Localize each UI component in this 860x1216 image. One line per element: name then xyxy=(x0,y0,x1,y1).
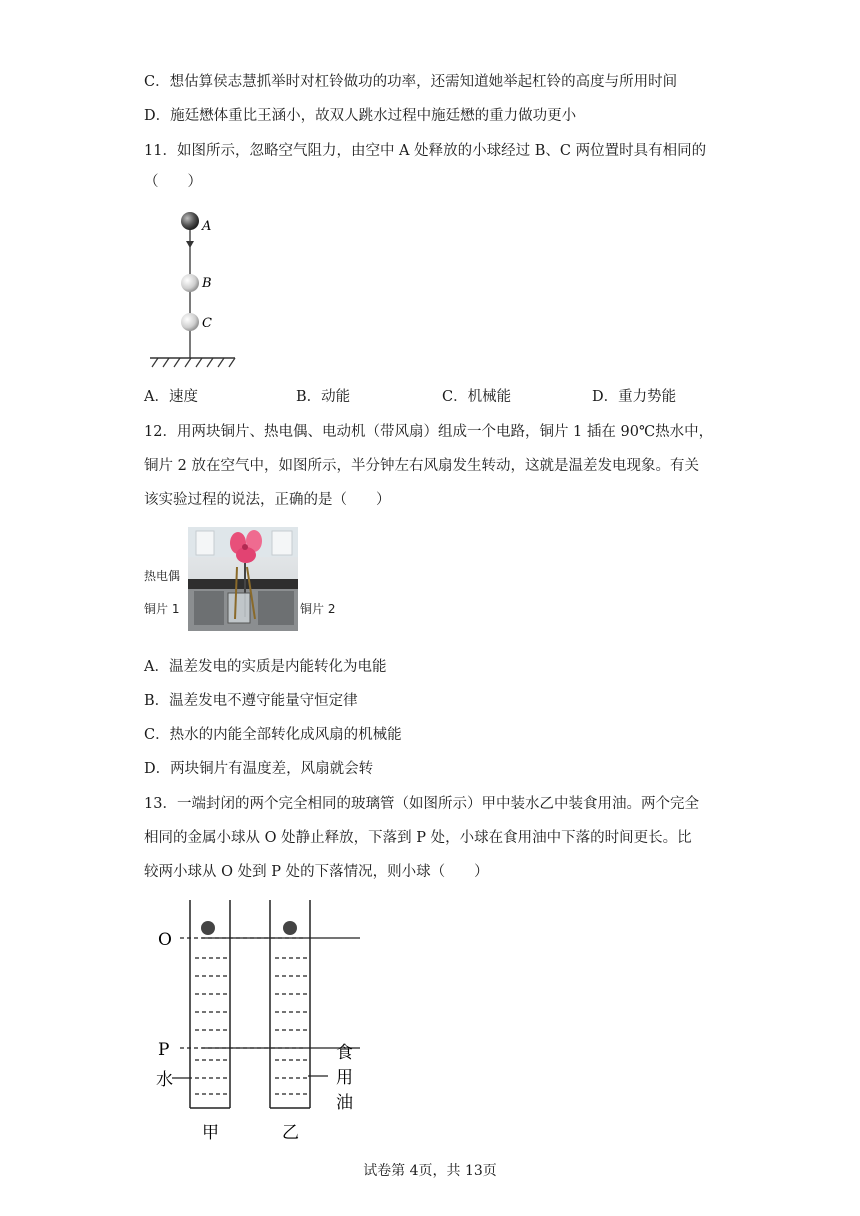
q13-stem-line1: 13．一端封闭的两个完全相同的玻璃管（如图所示）甲中装水乙中装食用油。两个完全 xyxy=(144,796,699,812)
q12-stem-line2: 铜片 2 放在空气中，如图所示，半分钟左右风扇发生转动，这就是温差发电现象。有关 xyxy=(144,458,699,474)
label-oil-1: 食 xyxy=(336,1043,353,1063)
downward-arrow-icon xyxy=(186,241,194,248)
label-water: 水 xyxy=(156,1070,173,1090)
q11-option-b: B．动能 xyxy=(296,389,351,405)
ball-o-water xyxy=(201,921,215,935)
tube-oil xyxy=(270,900,310,1108)
q11-falling-ball-figure xyxy=(140,205,250,370)
page-footer: 试卷第 4页，共 13页 xyxy=(363,1163,497,1179)
q10-option-c: C．想估算侯志慧抓举时对杠铃做功的功率，还需知道她举起杠铃的高度与所用时间 xyxy=(144,74,678,90)
q13-stem-line2: 相同的金属小球从 O 处静止释放，下落到 P 处，小球在食用油中下落的时间更长。比 xyxy=(144,830,692,846)
ball-a xyxy=(181,212,199,230)
label-oil-2: 用 xyxy=(336,1068,353,1088)
q11-stem-line1: 11．如图所示，忽略空气阻力，由空中 A 处释放的小球经过 B、C 两位置时具有相同的 xyxy=(144,143,707,159)
q12-option-a: A．温差发电的实质是内能转化为电能 xyxy=(144,659,387,675)
q11-option-a: A．速度 xyxy=(144,389,198,405)
ball-c xyxy=(181,313,199,331)
label-o: O xyxy=(158,930,172,950)
ball-b xyxy=(181,274,199,292)
ground-hatching xyxy=(152,358,235,367)
q13-stem-line3: 较两小球从 O 处到 P 处的下落情况，则小球（ ） xyxy=(144,864,489,880)
label-copper-2: 铜片 2 xyxy=(300,602,336,616)
label-c: C xyxy=(202,316,212,331)
label-a: A xyxy=(202,219,212,234)
q11-option-d: D．重力势能 xyxy=(592,389,677,405)
q12-option-c: C．热水的内能全部转化成风扇的机械能 xyxy=(144,727,402,743)
q11-option-c: C．机械能 xyxy=(442,389,512,405)
tube-water xyxy=(190,900,230,1108)
beaker xyxy=(228,593,250,623)
label-b: B xyxy=(202,276,212,291)
ball-o-oil xyxy=(283,921,297,935)
q12-experiment-photo xyxy=(188,527,298,631)
q12-option-d: D．两块铜片有温度差，风扇就会转 xyxy=(144,761,374,777)
q13-tubes-figure xyxy=(150,900,370,1150)
q12-option-b: B．温差发电不遵守能量守恒定律 xyxy=(144,693,358,709)
q11-stem-line2: （ ） xyxy=(144,174,202,190)
q12-stem-line1: 12．用两块铜片、热电偶、电动机（带风扇）组成一个电路，铜片 1 插在 90℃热水中， xyxy=(144,424,714,440)
label-oil-3: 油 xyxy=(336,1093,353,1113)
label-copper-1: 铜片 1 xyxy=(144,602,180,616)
label-tube-yi: 乙 xyxy=(282,1123,299,1143)
q10-option-d: D．施廷懋体重比王涵小，故双人跳水过程中施廷懋的重力做功更小 xyxy=(144,108,577,124)
label-thermocouple: 热电偶 xyxy=(144,569,181,583)
label-tube-jia: 甲 xyxy=(202,1123,219,1143)
label-p: P xyxy=(158,1040,170,1060)
q12-stem-line3: 该实验过程的说法，正确的是（ ） xyxy=(144,492,391,508)
